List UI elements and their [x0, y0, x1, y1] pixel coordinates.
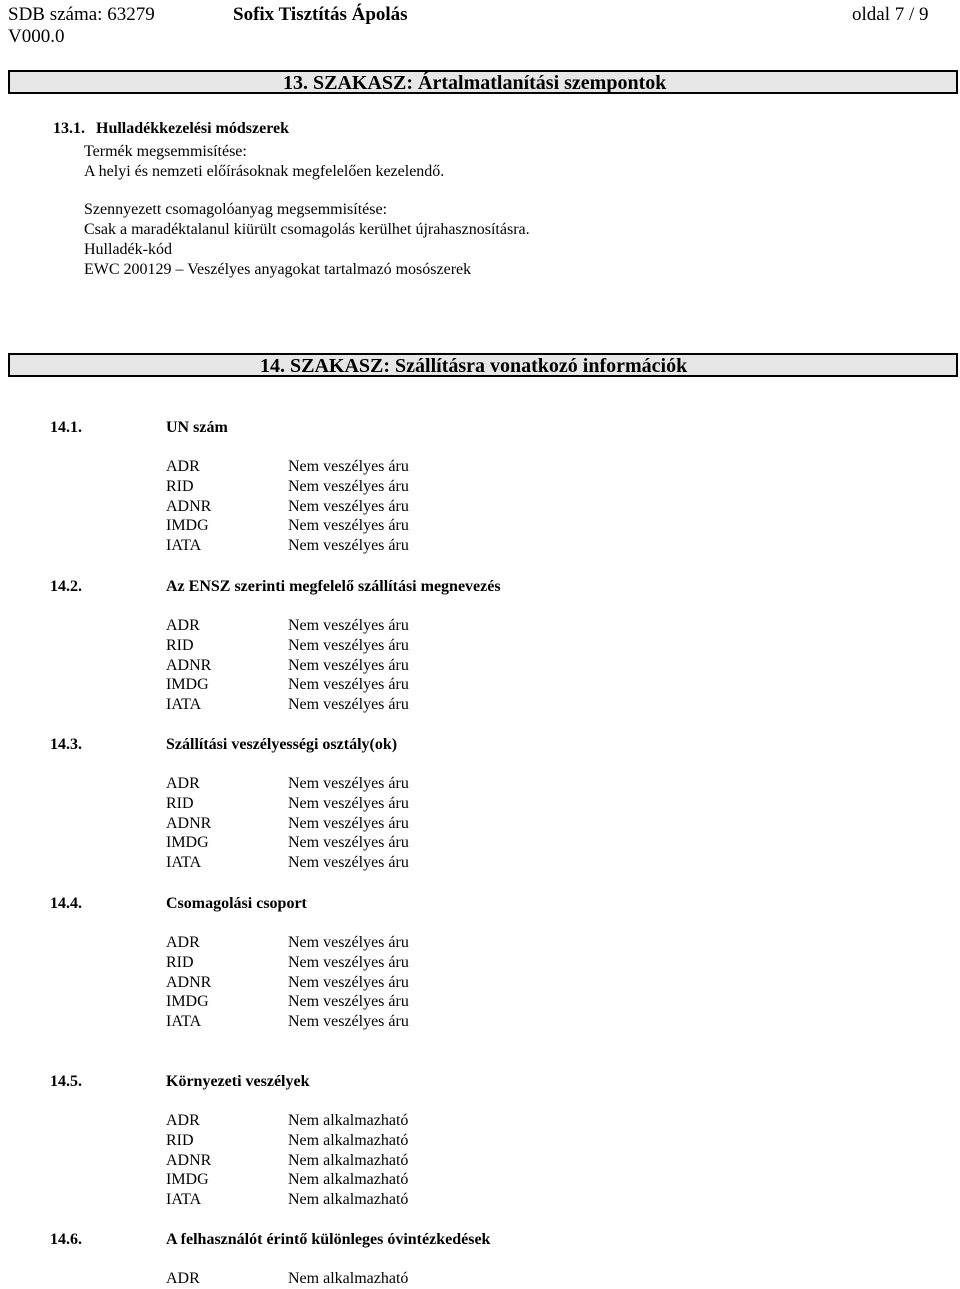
sdb-number: SDB száma: 63279 [8, 4, 155, 25]
transport-row [0, 536, 960, 556]
transport-mode-value: Nem alkalmazható [288, 1151, 409, 1169]
transport-mode-value: Nem veszélyes áru [288, 636, 409, 654]
transport-mode-value: Nem veszélyes áru [288, 814, 409, 832]
transport-mode-value: Nem alkalmazható [288, 1112, 409, 1129]
text-line: Csak a maradéktalanul kiürült csomagolás kerülhet újrahasznosításra. [84, 221, 530, 238]
transport-row [0, 497, 960, 517]
transport-row [0, 616, 960, 636]
text-line: Hulladék-kód [84, 241, 172, 258]
transport-mode-code: ADR [166, 458, 200, 475]
transport-mode-value: Nem veszélyes áru [288, 477, 409, 495]
transport-row [0, 833, 960, 853]
text-line: EWC 200129 – Veszélyes anyagokat tartalmazó mosószerek [84, 261, 472, 278]
transport-row [0, 1190, 960, 1210]
transport-mode-code: ADNR [166, 814, 212, 832]
subsection-title: Csomagolási csoport [166, 895, 307, 912]
transport-row [0, 853, 960, 873]
transport-row [0, 695, 960, 715]
transport-mode-value: Nem veszélyes áru [288, 676, 409, 694]
transport-mode-code: ADNR [166, 1151, 212, 1169]
transport-mode-value: Nem veszélyes áru [288, 794, 409, 812]
transport-mode-value: Nem veszélyes áru [288, 953, 409, 971]
transport-mode-value: Nem alkalmazható [288, 1131, 409, 1149]
transport-mode-code: IMDG [166, 1171, 209, 1189]
transport-mode-code: ADR [166, 775, 200, 792]
subsection-number: 14.1. [50, 419, 82, 436]
transport-mode-value: Nem veszélyes áru [288, 834, 409, 852]
transport-row [0, 477, 960, 497]
transport-row [0, 516, 960, 536]
transport-mode-value: Nem veszélyes áru [288, 497, 409, 515]
transport-mode-value: Nem veszélyes áru [288, 617, 409, 634]
subsection-title: Környezeti veszélyek [166, 1073, 310, 1090]
transport-row [0, 992, 960, 1012]
subsection-number: 14.4. [50, 895, 82, 912]
transport-mode-value: Nem veszélyes áru [288, 993, 409, 1011]
transport-mode-code: IATA [166, 696, 202, 714]
subsection-number: 14.3. [50, 736, 82, 753]
transport-mode-code: ADR [166, 1270, 200, 1287]
transport-mode-value: Nem veszélyes áru [288, 854, 409, 872]
transport-mode-code: IATA [166, 854, 202, 872]
subsection-number: 14.6. [50, 1231, 82, 1248]
transport-row [0, 1012, 960, 1032]
transport-mode-code: RID [166, 636, 194, 654]
transport-mode-code: ADNR [166, 973, 212, 991]
transport-mode-value: Nem veszélyes áru [288, 934, 409, 951]
transport-row [0, 675, 960, 695]
transport-mode-code: ADR [166, 617, 200, 634]
transport-mode-code: ADNR [166, 497, 212, 515]
subsection-13-1-title: Hulladékkezelési módszerek [96, 120, 290, 137]
transport-mode-value: Nem alkalmazható [288, 1270, 409, 1287]
transport-mode-value: Nem veszélyes áru [288, 458, 409, 475]
transport-row [0, 1111, 960, 1131]
transport-mode-code: RID [166, 794, 194, 812]
transport-mode-value: Nem veszélyes áru [288, 537, 409, 555]
section-14-title: 14. SZAKASZ: Szállításra vonatkozó információk [260, 355, 688, 377]
transport-mode-code: IMDG [166, 676, 209, 694]
subsection-title: Az ENSZ szerinti megfelelő szállítási megnevezés [166, 578, 501, 595]
transport-mode-code: ADR [166, 1112, 200, 1129]
transport-row [0, 1170, 960, 1190]
transport-row [0, 774, 960, 794]
transport-mode-value: Nem alkalmazható [288, 1191, 409, 1209]
transport-mode-value: Nem veszélyes áru [288, 1013, 409, 1031]
text-line: Szennyezett csomagolóanyag megsemmisítése: [84, 201, 388, 218]
transport-mode-code: IATA [166, 537, 202, 555]
subsection-13-1-number: 13.1. [53, 120, 85, 137]
transport-row [0, 794, 960, 814]
transport-mode-value: Nem alkalmazható [288, 1171, 409, 1189]
transport-mode-code: RID [166, 477, 194, 495]
text-line: Termék megsemmisítése: [84, 143, 247, 160]
page-number: oldal 7 / 9 [852, 4, 929, 25]
section-13-title: 13. SZAKASZ: Ártalmatlanítási szempontok [283, 72, 667, 94]
transport-row [0, 1269, 960, 1289]
subsection-number: 14.2. [50, 578, 82, 595]
transport-row [0, 953, 960, 973]
transport-mode-code: IATA [166, 1191, 202, 1209]
transport-mode-code: RID [166, 953, 194, 971]
transport-mode-value: Nem veszélyes áru [288, 656, 409, 674]
transport-row [0, 1151, 960, 1171]
transport-mode-code: IMDG [166, 834, 209, 852]
subsection-title: UN szám [166, 419, 228, 436]
transport-mode-value: Nem veszélyes áru [288, 696, 409, 714]
transport-row [0, 1131, 960, 1151]
transport-mode-code: ADNR [166, 656, 212, 674]
transport-mode-code: IMDG [166, 993, 209, 1011]
transport-row [0, 933, 960, 953]
transport-mode-code: ADR [166, 934, 200, 951]
transport-mode-code: IMDG [166, 517, 209, 535]
subsection-title: Szállítási veszélyességi osztály(ok) [166, 736, 398, 753]
version: V000.0 [8, 26, 65, 47]
transport-mode-value: Nem veszélyes áru [288, 973, 409, 991]
transport-row [0, 636, 960, 656]
transport-row [0, 814, 960, 834]
subsection-title: A felhasználót érintő különleges óvintézkedések [166, 1231, 491, 1248]
subsection-number: 14.5. [50, 1073, 82, 1090]
text-line: A helyi és nemzeti előírásoknak megfelelően kezelendő. [84, 163, 445, 180]
transport-row [0, 973, 960, 993]
transport-mode-value: Nem veszélyes áru [288, 775, 409, 792]
transport-row [0, 656, 960, 676]
transport-mode-code: IATA [166, 1013, 202, 1031]
product-name: Sofix Tisztítás Ápolás [233, 4, 408, 25]
transport-mode-value: Nem veszélyes áru [288, 517, 409, 535]
transport-mode-code: RID [166, 1131, 194, 1149]
transport-row [0, 457, 960, 477]
